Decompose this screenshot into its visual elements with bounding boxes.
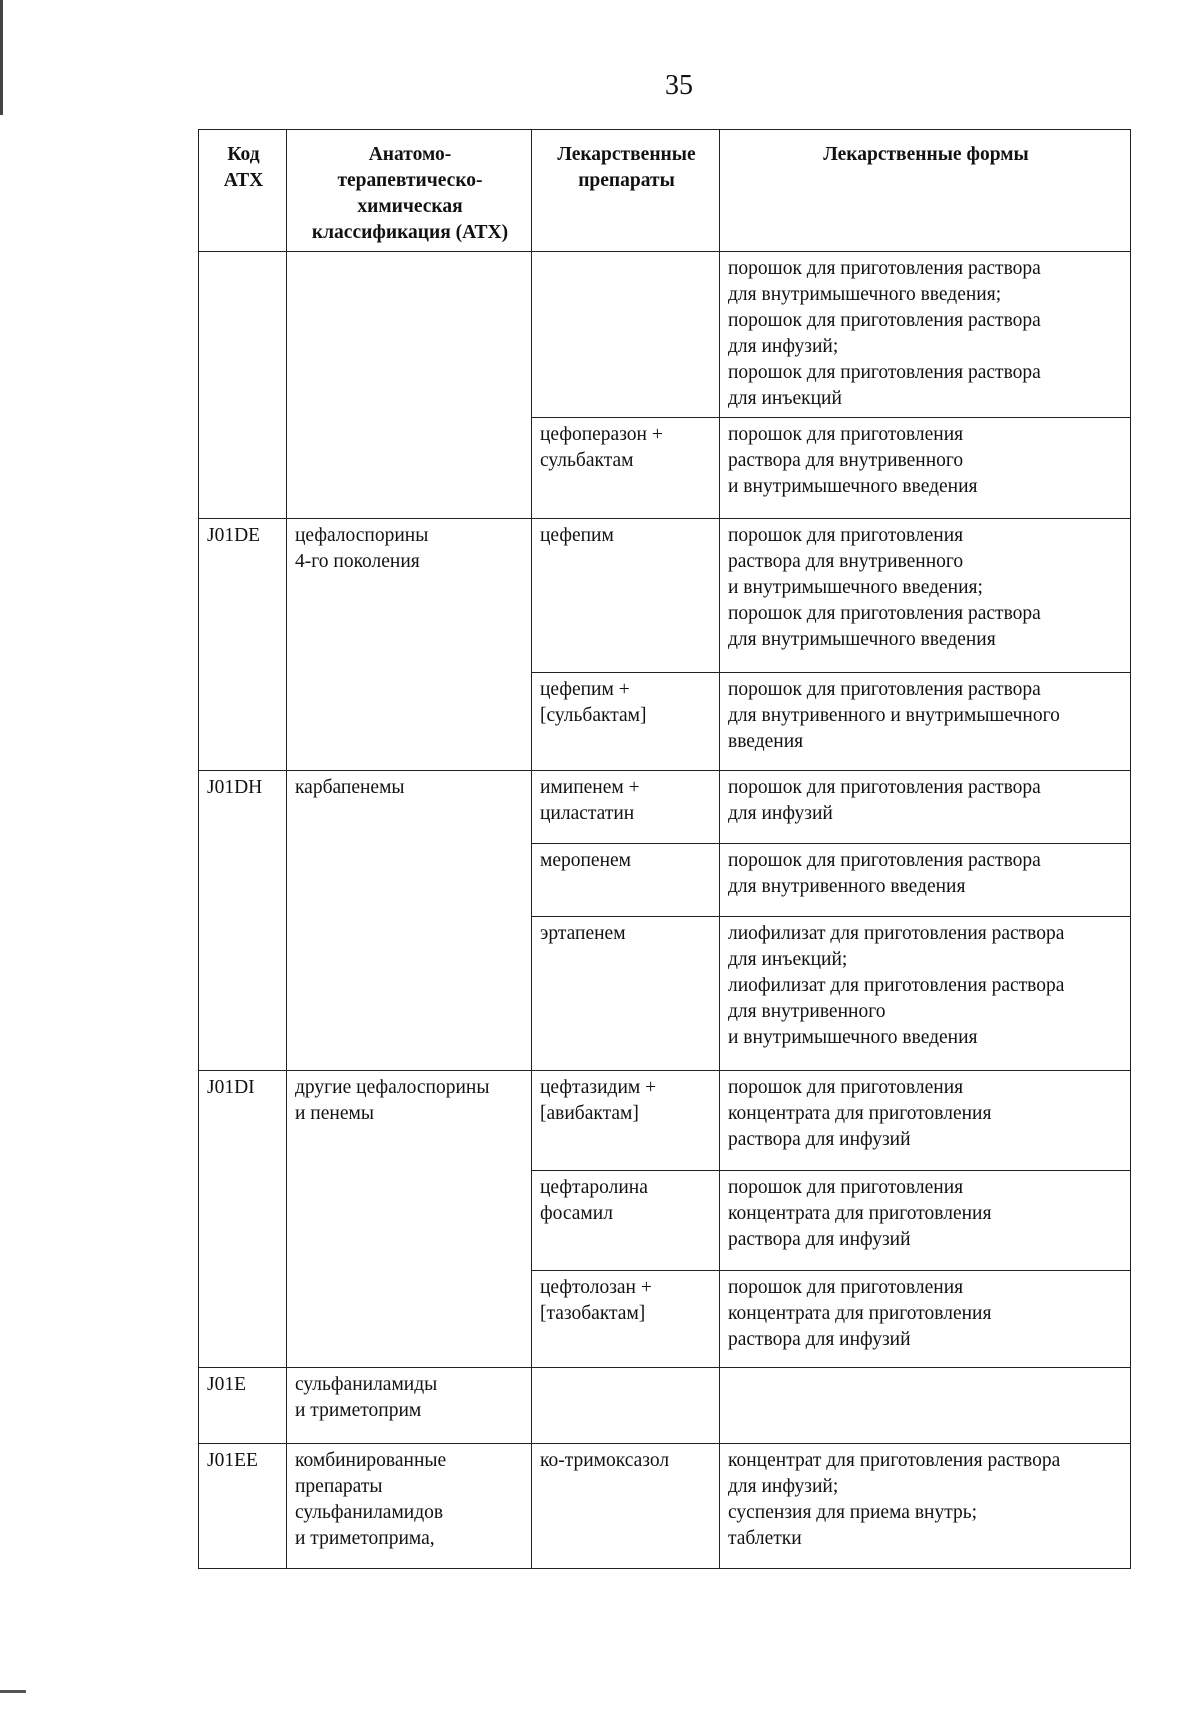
drug-cell: эртапенем (532, 917, 720, 1071)
drug-cell (532, 1368, 720, 1444)
atc-code-cell: J01DI (199, 1071, 287, 1368)
forms-cell: порошок для приготовления концентрата для приготовления раствора для инфузий (720, 1271, 1131, 1368)
drug-cell: цефтаролина фосамил (532, 1171, 720, 1271)
forms-cell: порошок для приготовления раствора для внутривенного и внутримышечного введения (720, 418, 1131, 519)
table-row (199, 1071, 1131, 1171)
header-classification: Анатомо- терапевтическо- химическая классификация (АТХ) (287, 130, 532, 252)
scan-edge-mark (0, 1690, 26, 1693)
atc-class-cell: цефалоспорины 4-го поколения (287, 519, 532, 771)
forms-cell: порошок для приготовления раствора для внутривенного введения (720, 844, 1131, 917)
drug-cell (532, 252, 720, 418)
forms-cell: порошок для приготовления концентрата для приготовления раствора для инфузий (720, 1071, 1131, 1171)
table-row (199, 519, 1131, 673)
drug-cell: цефтолозан + [тазобактам] (532, 1271, 720, 1368)
drug-cell: меропенем (532, 844, 720, 917)
drug-cell: цефоперазон + сульбактам (532, 418, 720, 519)
forms-cell: порошок для приготовления раствора для внутривенного и внутримышечного введения; порошок для приготовления раствора для внутримышечного введения (720, 519, 1131, 673)
forms-cell: порошок для приготовления концентрата для приготовления раствора для инфузий (720, 1171, 1131, 1271)
table-row (199, 771, 1131, 844)
drug-cell: имипенем + циластатин (532, 771, 720, 844)
atc-class-cell: карбапенемы (287, 771, 532, 1071)
drug-cell: цефтазидим + [авибактам] (532, 1071, 720, 1171)
table-row (199, 1444, 1131, 1569)
drug-cell: цефепим (532, 519, 720, 673)
header-forms: Лекарственные формы (720, 130, 1131, 252)
table-row (199, 1368, 1131, 1444)
table-header-row (199, 130, 1131, 252)
forms-cell: концентрат для приготовления раствора для инфузий; суспензия для приема внутрь; таблетки (720, 1444, 1131, 1569)
atc-table (198, 129, 1131, 1569)
atc-code-cell: J01EE (199, 1444, 287, 1569)
atc-code-cell: J01DH (199, 771, 287, 1071)
forms-cell: лиофилизат для приготовления раствора для инъекций; лиофилизат для приготовления раствора для внутривенного и внутримышечного введения (720, 917, 1131, 1071)
atc-class-cell: другие цефалоспорины и пенемы (287, 1071, 532, 1368)
atc-class-cell: комбинированные препараты сульфаниламидов и триметоприма, (287, 1444, 532, 1569)
drug-cell: ко-тримоксазол (532, 1444, 720, 1569)
atc-code-cell: J01E (199, 1368, 287, 1444)
atc-class-cell (287, 252, 532, 519)
forms-cell: порошок для приготовления раствора для инфузий (720, 771, 1131, 844)
forms-cell (720, 1368, 1131, 1444)
page-number: 35 (665, 70, 693, 101)
atc-class-cell: сульфаниламиды и триметоприм (287, 1368, 532, 1444)
atc-code-cell (199, 252, 287, 519)
header-code: Код АТХ (199, 130, 287, 252)
forms-cell: порошок для приготовления раствора для внутримышечного введения; порошок для приготовления раствора для инфузий; порошок для приготовления раствора для инъекций (720, 252, 1131, 418)
atc-code-cell: J01DE (199, 519, 287, 771)
header-drugs: Лекарственные препараты (532, 130, 720, 252)
drug-cell: цефепим + [сульбактам] (532, 673, 720, 771)
table-row (199, 252, 1131, 418)
forms-cell: порошок для приготовления раствора для внутривенного и внутримышечного введения (720, 673, 1131, 771)
